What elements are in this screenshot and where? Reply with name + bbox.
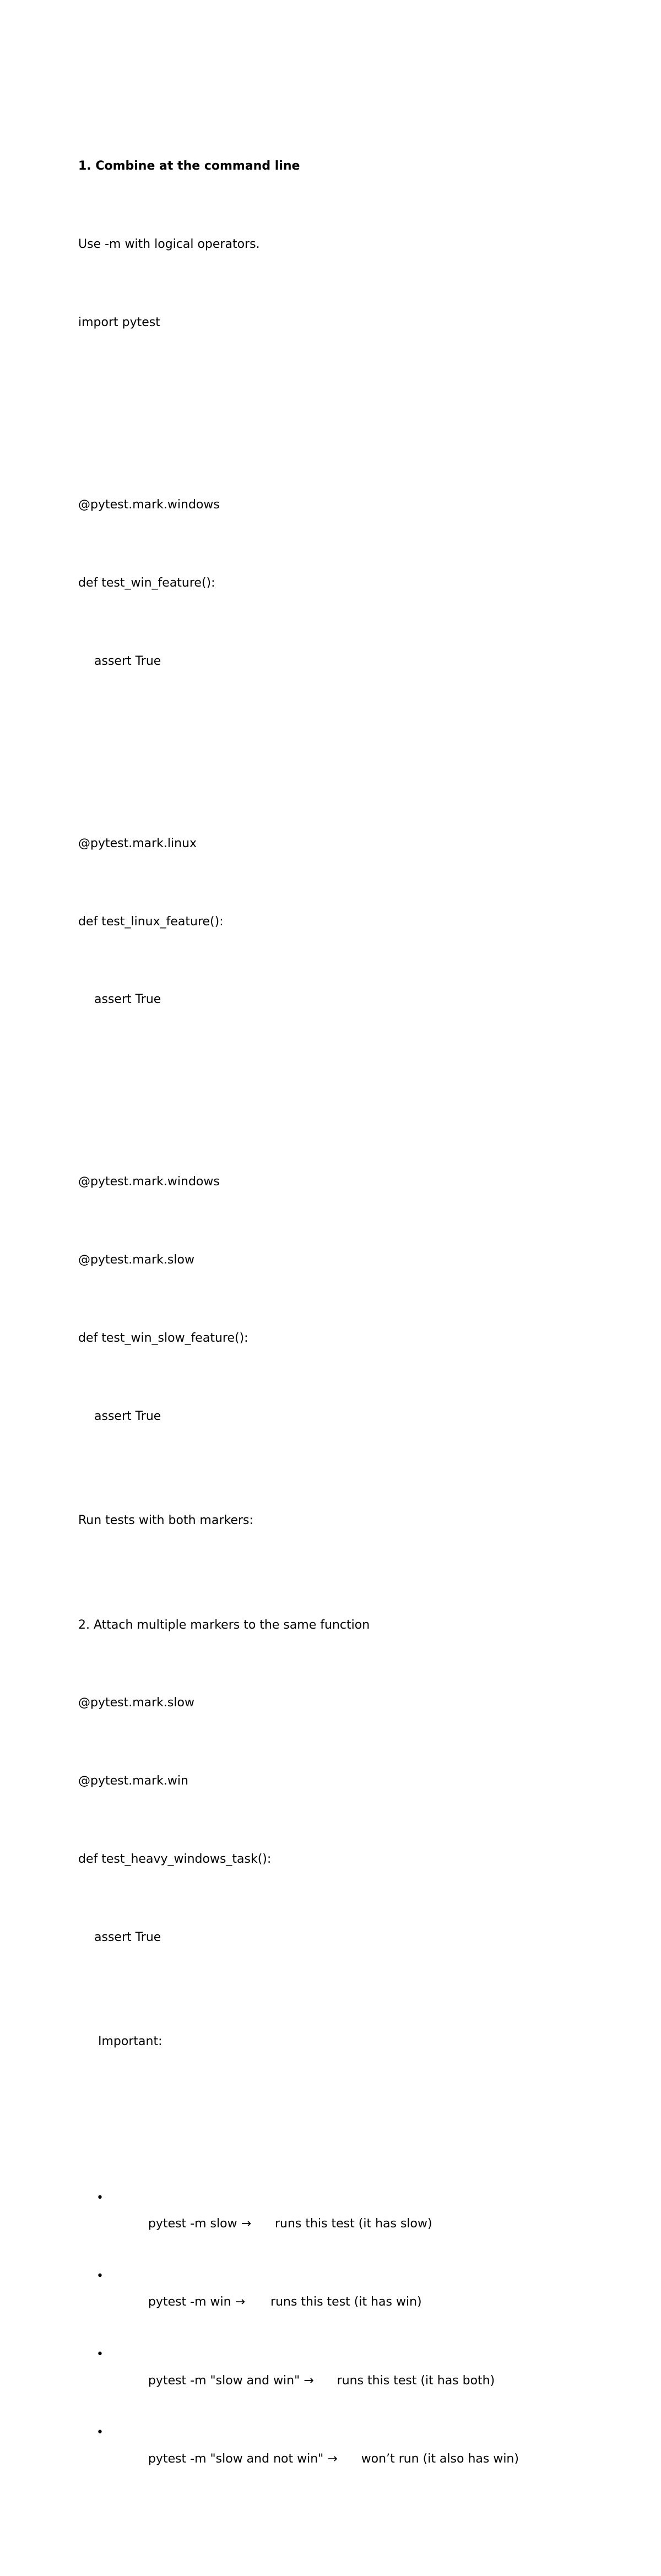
marker-results-list	[78, 2133, 596, 2498]
code-assert-line: assert True	[94, 1930, 161, 1945]
code-assert-line: assert True	[94, 1409, 161, 1424]
bullet-result: runs this test (it has win)	[270, 2295, 422, 2309]
bullet-result: won’t run (it also has win)	[361, 2452, 519, 2466]
bullet-result: runs this test (it has slow)	[275, 2217, 432, 2231]
list-item	[78, 2420, 596, 2466]
bullet-icon: •	[96, 2347, 104, 2362]
code-decorator-windows: @pytest.mark.windows	[78, 1175, 220, 1189]
bullet-command: pytest -m "slow and win" →	[148, 2373, 314, 2388]
section-1-heading: 1. Combine at the command line	[78, 159, 300, 173]
important-label: Important:	[98, 2035, 162, 2049]
code-decorator-slow: @pytest.mark.slow	[78, 1253, 194, 1267]
code-decorator-slow: @pytest.mark.slow	[78, 1696, 194, 1710]
blank-line	[78, 726, 596, 752]
code-decorator-linux: @pytest.mark.linux	[78, 836, 197, 850]
code-def-linux-feature: def test_linux_feature():	[78, 914, 224, 929]
section-1-intro: Use -m with logical operators.	[78, 237, 260, 251]
bullet-icon: •	[96, 2426, 104, 2440]
list-item	[78, 2341, 596, 2388]
code-decorator-win: @pytest.mark.win	[78, 1774, 188, 1788]
bullet-command: pytest -m slow →	[148, 2217, 251, 2231]
bullet-command: pytest -m "slow and not win" →	[148, 2452, 338, 2466]
code-import-line: import pytest	[78, 315, 160, 329]
bullet-command: pytest -m win →	[148, 2295, 246, 2309]
list-item	[78, 2185, 596, 2231]
document-content	[78, 75, 596, 2576]
code-def-heavy-windows-task: def test_heavy_windows_task():	[78, 1852, 272, 1867]
bullet-icon: •	[96, 2269, 104, 2284]
list-item	[78, 2263, 596, 2309]
section-2-heading: 2. Attach multiple markers to the same function	[78, 1618, 370, 1632]
run-note: Run tests with both markers:	[78, 1514, 253, 1528]
blank-line	[78, 1065, 596, 1091]
code-def-win-slow-feature: def test_win_slow_feature():	[78, 1331, 248, 1346]
code-assert-line: assert True	[94, 654, 161, 668]
bullet-icon: •	[96, 2191, 104, 2205]
code-decorator-windows: @pytest.mark.windows	[78, 497, 220, 512]
blank-line	[78, 388, 596, 414]
code-def-win-feature: def test_win_feature():	[78, 576, 215, 590]
bullet-result: runs this test (it has both)	[337, 2373, 495, 2388]
code-assert-line: assert True	[94, 993, 161, 1007]
